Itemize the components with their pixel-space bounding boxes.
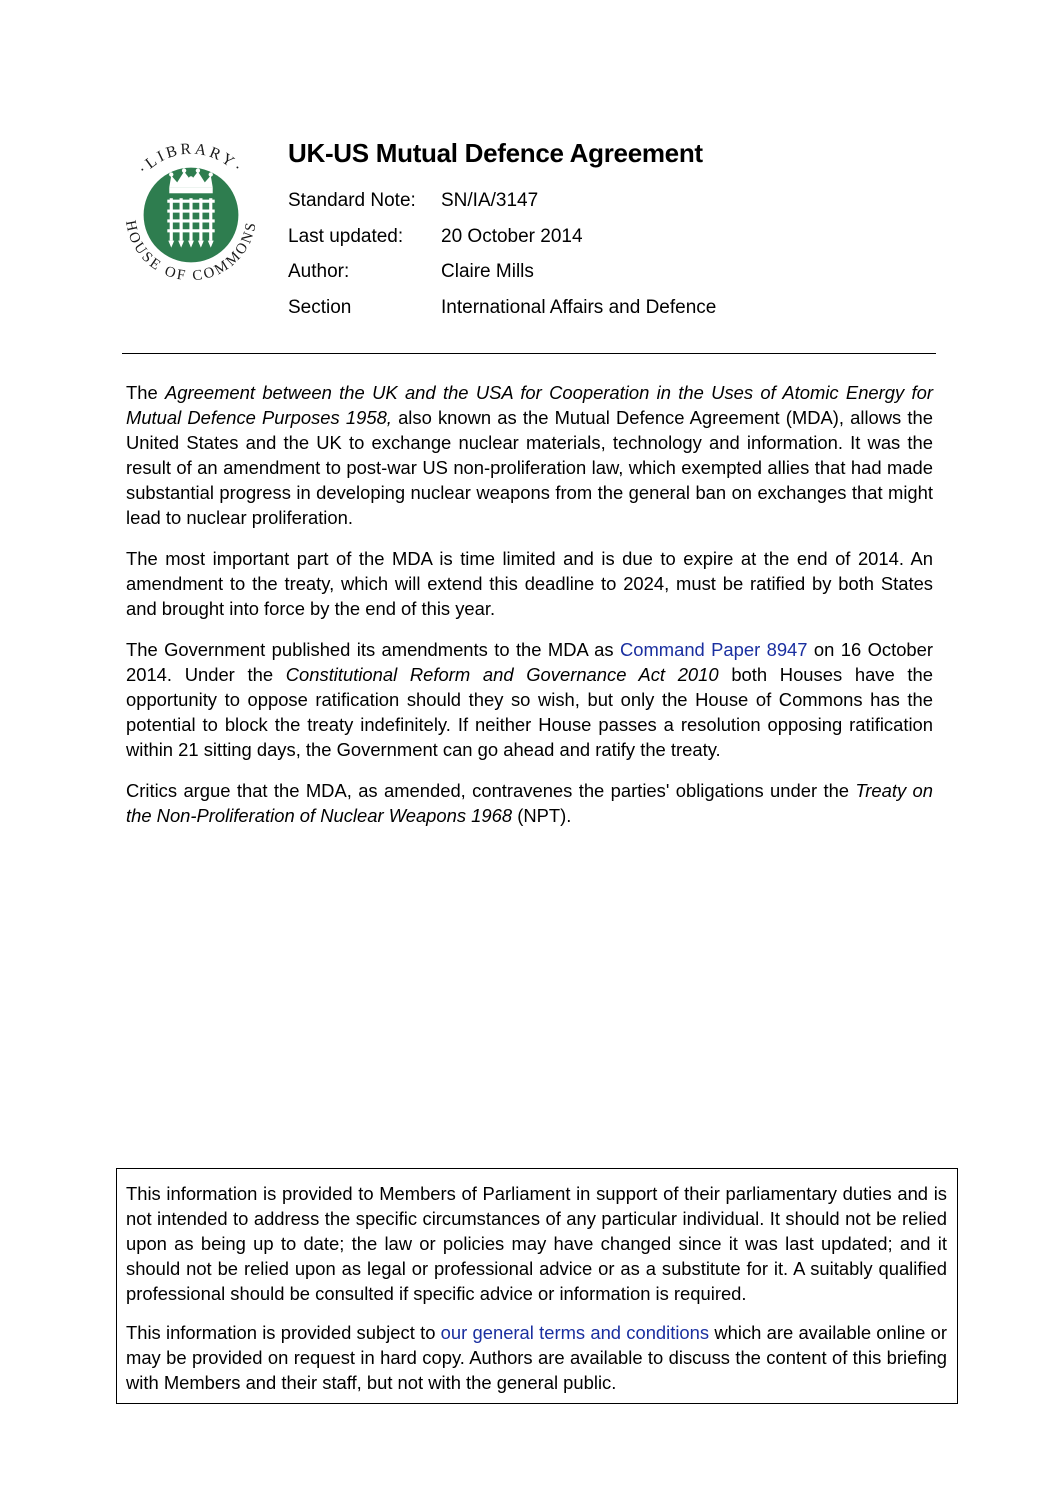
agreement-title: Agreement between the UK and the USA for Cooperation in the Uses of Atomic Energy for Mutual Defence Purposes 1958,	[126, 382, 933, 428]
summary-paragraph-2: The most important part of the MDA is time limited and is due to expire at the end of 2014. An amendment to the treaty, which will extend this deadline to 2024, must be ratified by both States and brought into force by the end of this year.	[126, 548, 933, 619]
command-paper-link[interactable]: Command Paper 8947	[619, 639, 808, 660]
summary-paragraph-4	[126, 778, 933, 828]
text-run: also known as the Mutual Defence Agreement (MDA), allows the United States and the UK to exchange nuclear materials, technology and information. It was the result of an amendment to post-war US non-proliferation law, which exempted allies that had made substantial progress in developing nuclear weapons from the general ban on exchanges that might lead to nuclear proliferation.	[126, 407, 933, 528]
page-title: UK-US Mutual Defence Agreement	[288, 138, 703, 168]
meta-value: 20 October 2014	[441, 225, 583, 247]
metadata-table	[288, 190, 716, 332]
disclaimer-paragraph-1: This information is provided to Members of Parliament in support of their parliamentary duties and is not intended to address the specific circumstances of any particular individual. It should not be relied upon as being up to date; the law or policies may have changed since it was last updated; and it should not be relied upon as legal or professional advice or as a substitute for it. A suitably qualified professional should be consulted if specific advice or information is required.	[126, 1183, 947, 1304]
text-run: on 16 October 2014. Under the	[126, 639, 934, 685]
meta-row-author	[288, 261, 716, 297]
terms-and-conditions-link[interactable]: our general terms and conditions	[440, 1322, 710, 1343]
text-run: which are available online or may be provided on request in hard copy. Authors are available to discuss the content of this briefing with Members and their staff, but not with the general public.	[126, 1322, 947, 1393]
meta-value: SN/IA/3147	[441, 190, 539, 211]
header-divider	[122, 353, 936, 354]
text-run: Critics argue that the MDA, as amended, contravenes the parties' obligations under the	[126, 780, 856, 801]
meta-row-last-updated	[288, 226, 716, 262]
summary-paragraph-3	[126, 637, 933, 762]
act-title: Constitutional Reform and Governance Act 2010	[285, 664, 719, 685]
house-of-commons-library-logo	[112, 136, 270, 294]
text-run: The	[126, 382, 166, 403]
text-run: (NPT).	[512, 805, 572, 826]
meta-value: Claire Mills	[441, 261, 534, 282]
summary-body	[126, 380, 933, 844]
disclaimer-body	[126, 1181, 947, 1409]
meta-row-standard-note	[288, 190, 716, 226]
meta-label: Author:	[288, 261, 350, 282]
disclaimer-paragraph-2	[126, 1320, 947, 1395]
meta-label: Last updated:	[288, 225, 404, 247]
text-run: The Government published its amendments to the MDA as	[126, 639, 620, 660]
text-run: both Houses have the opportunity to oppose ratification should they so wish, but only the House of Commons has the potential to block the treaty indefinitely. If neither House passes a resolution opposing ratification within 21 sitting days, the Government can go ahead and ratify the treaty.	[126, 664, 933, 760]
meta-row-section	[288, 297, 716, 333]
summary-paragraph-1	[126, 380, 933, 530]
disclaimer-box	[116, 1168, 958, 1404]
svg-text:HOUSE OF COMMONS: HOUSE OF COMMONS	[121, 219, 261, 285]
meta-label: Standard Note:	[288, 190, 416, 211]
meta-value: International Affairs and Defence	[441, 296, 717, 318]
text-run: This information is provided subject to	[126, 1322, 441, 1343]
meta-label: Section	[288, 296, 352, 318]
treaty-title: Treaty on the Non-Proliferation of Nuclear Weapons 1968	[126, 780, 933, 826]
svg-text:·LIBRARY·: ·LIBRARY·	[135, 140, 247, 178]
